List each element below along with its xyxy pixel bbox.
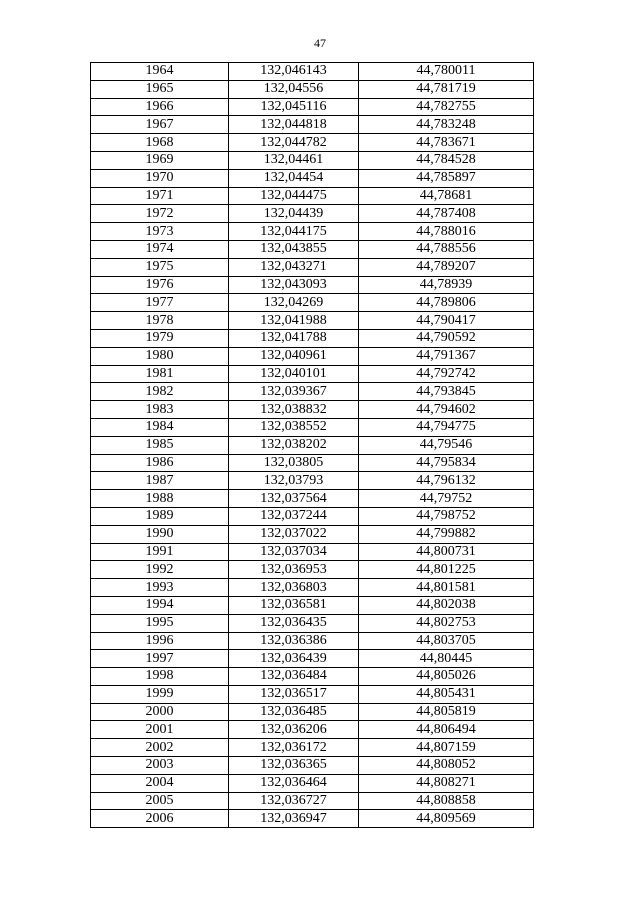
table-row	[91, 774, 534, 792]
table-row	[91, 561, 534, 579]
value-a-cell: 132,041788	[229, 329, 359, 347]
value-a-cell: 132,044475	[229, 187, 359, 205]
year-cell: 1997	[91, 650, 229, 668]
value-a-cell: 132,036581	[229, 596, 359, 614]
value-a-cell: 132,04461	[229, 151, 359, 169]
value-a-cell: 132,037244	[229, 507, 359, 525]
year-cell: 2001	[91, 721, 229, 739]
table-row	[91, 490, 534, 508]
value-b-cell: 44,800731	[359, 543, 534, 561]
value-a-cell: 132,038552	[229, 418, 359, 436]
value-a-cell: 132,043855	[229, 240, 359, 258]
value-b-cell: 44,785897	[359, 169, 534, 187]
value-b-cell: 44,799882	[359, 525, 534, 543]
table-row	[91, 383, 534, 401]
table-row	[91, 632, 534, 650]
table-row	[91, 80, 534, 98]
value-b-cell: 44,780011	[359, 63, 534, 81]
value-b-cell: 44,783671	[359, 134, 534, 152]
value-a-cell: 132,036485	[229, 703, 359, 721]
year-cell: 2005	[91, 792, 229, 810]
value-b-cell: 44,79546	[359, 436, 534, 454]
year-cell: 1993	[91, 579, 229, 597]
table-body	[91, 63, 534, 828]
table-row	[91, 454, 534, 472]
table-row	[91, 472, 534, 490]
value-b-cell: 44,80445	[359, 650, 534, 668]
table-row	[91, 401, 534, 419]
table-row	[91, 543, 534, 561]
table-row	[91, 223, 534, 241]
value-a-cell: 132,043093	[229, 276, 359, 294]
value-b-cell: 44,794602	[359, 401, 534, 419]
value-b-cell: 44,798752	[359, 507, 534, 525]
value-a-cell: 132,044818	[229, 116, 359, 134]
value-b-cell: 44,78681	[359, 187, 534, 205]
year-cell: 1974	[91, 240, 229, 258]
value-b-cell: 44,807159	[359, 739, 534, 757]
value-a-cell: 132,036206	[229, 721, 359, 739]
year-cell: 1988	[91, 490, 229, 508]
table-row	[91, 614, 534, 632]
value-b-cell: 44,802753	[359, 614, 534, 632]
table-row	[91, 739, 534, 757]
year-cell: 2000	[91, 703, 229, 721]
table-row	[91, 347, 534, 365]
value-a-cell: 132,04454	[229, 169, 359, 187]
value-a-cell: 132,04269	[229, 294, 359, 312]
value-b-cell: 44,791367	[359, 347, 534, 365]
value-a-cell: 132,037564	[229, 490, 359, 508]
year-cell: 1972	[91, 205, 229, 223]
year-cell: 2002	[91, 739, 229, 757]
year-cell: 1992	[91, 561, 229, 579]
table-row	[91, 685, 534, 703]
value-b-cell: 44,793845	[359, 383, 534, 401]
table-row	[91, 792, 534, 810]
value-a-cell: 132,044782	[229, 134, 359, 152]
year-cell: 1985	[91, 436, 229, 454]
year-cell: 1991	[91, 543, 229, 561]
year-cell: 1990	[91, 525, 229, 543]
table-row	[91, 703, 534, 721]
table-row	[91, 810, 534, 828]
year-cell: 1969	[91, 151, 229, 169]
year-cell: 1983	[91, 401, 229, 419]
year-cell: 1989	[91, 507, 229, 525]
year-cell: 1977	[91, 294, 229, 312]
value-b-cell: 44,809569	[359, 810, 534, 828]
table-row	[91, 365, 534, 383]
year-cell: 1967	[91, 116, 229, 134]
value-a-cell: 132,036484	[229, 668, 359, 686]
table-row	[91, 668, 534, 686]
year-cell: 1966	[91, 98, 229, 116]
value-b-cell: 44,795834	[359, 454, 534, 472]
value-b-cell: 44,789806	[359, 294, 534, 312]
year-cell: 1978	[91, 312, 229, 330]
value-b-cell: 44,801581	[359, 579, 534, 597]
year-cell: 1975	[91, 258, 229, 276]
value-a-cell: 132,040101	[229, 365, 359, 383]
table-row	[91, 579, 534, 597]
value-b-cell: 44,789207	[359, 258, 534, 276]
value-a-cell: 132,036517	[229, 685, 359, 703]
value-a-cell: 132,04439	[229, 205, 359, 223]
value-b-cell: 44,805819	[359, 703, 534, 721]
value-b-cell: 44,790592	[359, 329, 534, 347]
table-row	[91, 151, 534, 169]
value-b-cell: 44,788556	[359, 240, 534, 258]
table-row	[91, 63, 534, 81]
year-cell: 1976	[91, 276, 229, 294]
table-row	[91, 169, 534, 187]
value-b-cell: 44,801225	[359, 561, 534, 579]
data-table	[90, 62, 534, 828]
value-b-cell: 44,790417	[359, 312, 534, 330]
value-b-cell: 44,808858	[359, 792, 534, 810]
year-cell: 2004	[91, 774, 229, 792]
year-cell: 1980	[91, 347, 229, 365]
year-cell: 1987	[91, 472, 229, 490]
table-row	[91, 418, 534, 436]
year-cell: 1996	[91, 632, 229, 650]
year-cell: 1981	[91, 365, 229, 383]
year-cell: 1995	[91, 614, 229, 632]
value-a-cell: 132,038832	[229, 401, 359, 419]
table-row	[91, 134, 534, 152]
value-b-cell: 44,796132	[359, 472, 534, 490]
value-b-cell: 44,805026	[359, 668, 534, 686]
year-cell: 1971	[91, 187, 229, 205]
value-b-cell: 44,792742	[359, 365, 534, 383]
value-a-cell: 132,036365	[229, 757, 359, 775]
value-b-cell: 44,794775	[359, 418, 534, 436]
page-number: 47	[314, 36, 326, 50]
value-a-cell: 132,04556	[229, 80, 359, 98]
value-b-cell: 44,781719	[359, 80, 534, 98]
table-row	[91, 525, 534, 543]
value-b-cell: 44,806494	[359, 721, 534, 739]
value-b-cell: 44,784528	[359, 151, 534, 169]
year-cell: 1968	[91, 134, 229, 152]
year-cell: 2006	[91, 810, 229, 828]
value-b-cell: 44,782755	[359, 98, 534, 116]
value-a-cell: 132,043271	[229, 258, 359, 276]
value-a-cell: 132,041988	[229, 312, 359, 330]
value-a-cell: 132,036953	[229, 561, 359, 579]
value-a-cell: 132,044175	[229, 223, 359, 241]
year-cell: 1984	[91, 418, 229, 436]
value-a-cell: 132,046143	[229, 63, 359, 81]
value-b-cell: 44,78939	[359, 276, 534, 294]
value-a-cell: 132,036803	[229, 579, 359, 597]
table-row	[91, 596, 534, 614]
year-cell: 1998	[91, 668, 229, 686]
value-a-cell: 132,040961	[229, 347, 359, 365]
value-a-cell: 132,037034	[229, 543, 359, 561]
year-cell: 1979	[91, 329, 229, 347]
value-a-cell: 132,045116	[229, 98, 359, 116]
table-row	[91, 436, 534, 454]
table-row	[91, 507, 534, 525]
table-row	[91, 650, 534, 668]
year-cell: 2003	[91, 757, 229, 775]
value-a-cell: 132,039367	[229, 383, 359, 401]
table-row	[91, 205, 534, 223]
year-cell: 1973	[91, 223, 229, 241]
table-row	[91, 276, 534, 294]
value-a-cell: 132,036439	[229, 650, 359, 668]
table-row	[91, 98, 534, 116]
value-a-cell: 132,036435	[229, 614, 359, 632]
value-a-cell: 132,036386	[229, 632, 359, 650]
table-row	[91, 116, 534, 134]
year-cell: 1999	[91, 685, 229, 703]
value-a-cell: 132,036464	[229, 774, 359, 792]
table-row	[91, 187, 534, 205]
value-a-cell: 132,036947	[229, 810, 359, 828]
year-cell: 1994	[91, 596, 229, 614]
value-b-cell: 44,802038	[359, 596, 534, 614]
year-cell: 1965	[91, 80, 229, 98]
value-a-cell: 132,03793	[229, 472, 359, 490]
year-cell: 1986	[91, 454, 229, 472]
value-a-cell: 132,037022	[229, 525, 359, 543]
table-row	[91, 294, 534, 312]
table-row	[91, 329, 534, 347]
value-b-cell: 44,808052	[359, 757, 534, 775]
table-row	[91, 757, 534, 775]
value-a-cell: 132,036727	[229, 792, 359, 810]
value-a-cell: 132,036172	[229, 739, 359, 757]
value-a-cell: 132,03805	[229, 454, 359, 472]
value-b-cell: 44,805431	[359, 685, 534, 703]
year-cell: 1982	[91, 383, 229, 401]
year-cell: 1970	[91, 169, 229, 187]
year-cell: 1964	[91, 63, 229, 81]
value-b-cell: 44,808271	[359, 774, 534, 792]
table-row	[91, 721, 534, 739]
table-row	[91, 312, 534, 330]
value-b-cell: 44,788016	[359, 223, 534, 241]
value-b-cell: 44,803705	[359, 632, 534, 650]
value-b-cell: 44,79752	[359, 490, 534, 508]
value-a-cell: 132,038202	[229, 436, 359, 454]
value-b-cell: 44,787408	[359, 205, 534, 223]
value-b-cell: 44,783248	[359, 116, 534, 134]
table-row	[91, 240, 534, 258]
table-row	[91, 258, 534, 276]
